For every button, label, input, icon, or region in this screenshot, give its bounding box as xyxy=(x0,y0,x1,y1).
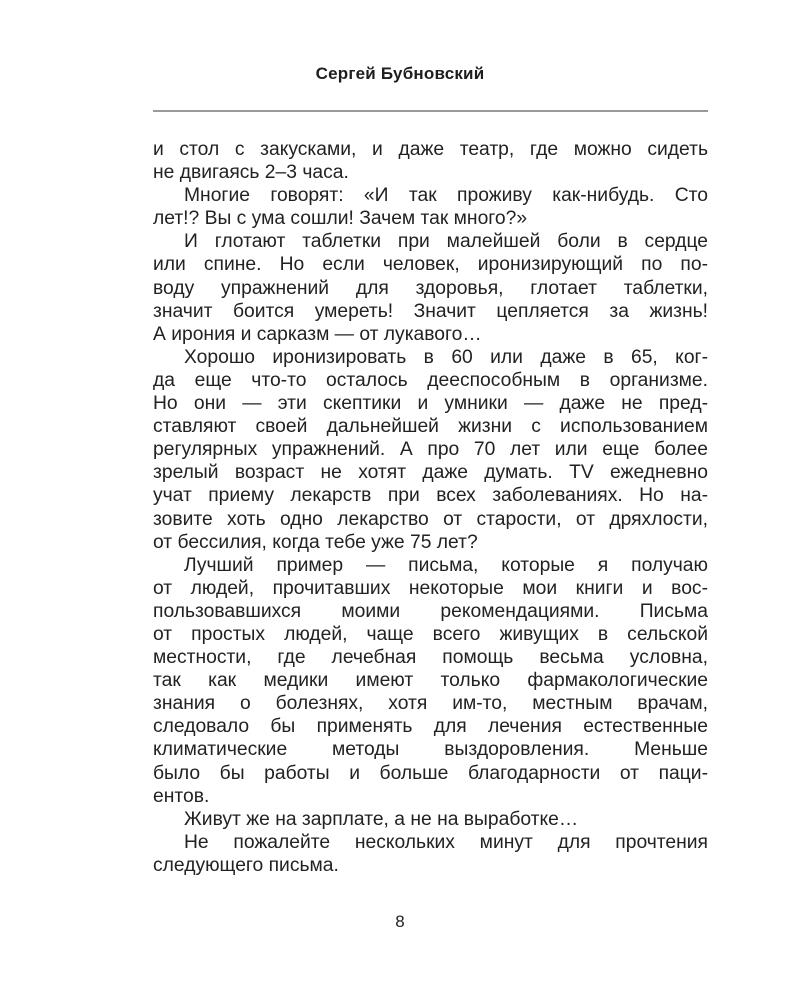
page-number: 8 xyxy=(395,912,405,931)
text-line: Многие говорят: «И так проживу как-нибудь. Сто xyxy=(184,185,708,207)
text-line: ставляют своей дальнейшей жизни с использованием xyxy=(153,416,708,438)
text-line: следовало бы применять для лечения естественные xyxy=(153,716,708,738)
text-line: воду упражнений для здоровья, глотает таблетки, xyxy=(153,277,708,299)
text-line: и стол с закусками, и даже театр, где можно сидеть xyxy=(153,139,708,160)
text-line: климатические методы выздоровления. Меньше xyxy=(153,739,708,761)
text-line: Не пожалейте нескольких минут для прочтения xyxy=(184,831,708,853)
header-divider xyxy=(153,110,708,112)
text-line: от бессилия, когда тебе уже 75 лет? xyxy=(153,531,478,553)
text-line: учат приему лекарств при всех заболеваниях. Но на- xyxy=(153,485,708,507)
text-line: Живут же на зарплате, а не на выработке… xyxy=(184,808,579,830)
text-line: значит боится умереть! Значит цепляется за жизнь! xyxy=(153,300,708,322)
text-line: ентов. xyxy=(153,785,210,807)
text-line: местности, где лечебная помощь весьма условна, xyxy=(153,647,708,669)
text-line: от простых людей, чаще всего живущих в сельской xyxy=(153,623,708,645)
text-line: так как медики имеют только фармакологические xyxy=(153,670,708,692)
text-line: не двигаясь 2–3 часа. xyxy=(153,162,349,184)
text-line: А ирония и сарказм — от лукавого… xyxy=(153,323,482,345)
text-line: Хорошо иронизировать в 60 или даже в 65, ког- xyxy=(184,346,708,368)
text-line: пользовавшихся моими рекомендациями. Письма xyxy=(153,600,708,622)
text-line: или спине. Но если человек, иронизирующий по по- xyxy=(153,254,708,276)
text-line: И глотают таблетки при малейшей боли в сердце xyxy=(184,231,708,253)
text-line: было бы работы и больше благодарности от паци- xyxy=(153,762,708,784)
text-line: Но они — эти скептики и умники — даже не пред- xyxy=(153,393,708,415)
text-line: знания о болезнях, хотя им-то, местным врачам, xyxy=(153,693,708,715)
text-line: зовите хоть одно лекарство от старости, от дряхлости, xyxy=(153,508,708,530)
text-line: да еще что-то осталось дееспособным в организме. xyxy=(153,369,708,391)
body-text xyxy=(153,138,708,877)
text-line: лет!? Вы с ума сошли! Зачем так много?» xyxy=(153,208,528,230)
text-line: Лучший пример — письма, которые я получаю xyxy=(184,554,708,576)
text-line: от людей, прочитавших некоторые мои книги и вос- xyxy=(153,577,708,599)
text-line: следующего письма. xyxy=(153,854,339,876)
text-line: зрелый возраст не хотят даже думать. TV ежедневно xyxy=(153,462,708,484)
text-line: регулярных упражнений. А про 70 лет или еще более xyxy=(153,439,708,461)
running-head: Сергей Бубновский xyxy=(315,64,485,83)
